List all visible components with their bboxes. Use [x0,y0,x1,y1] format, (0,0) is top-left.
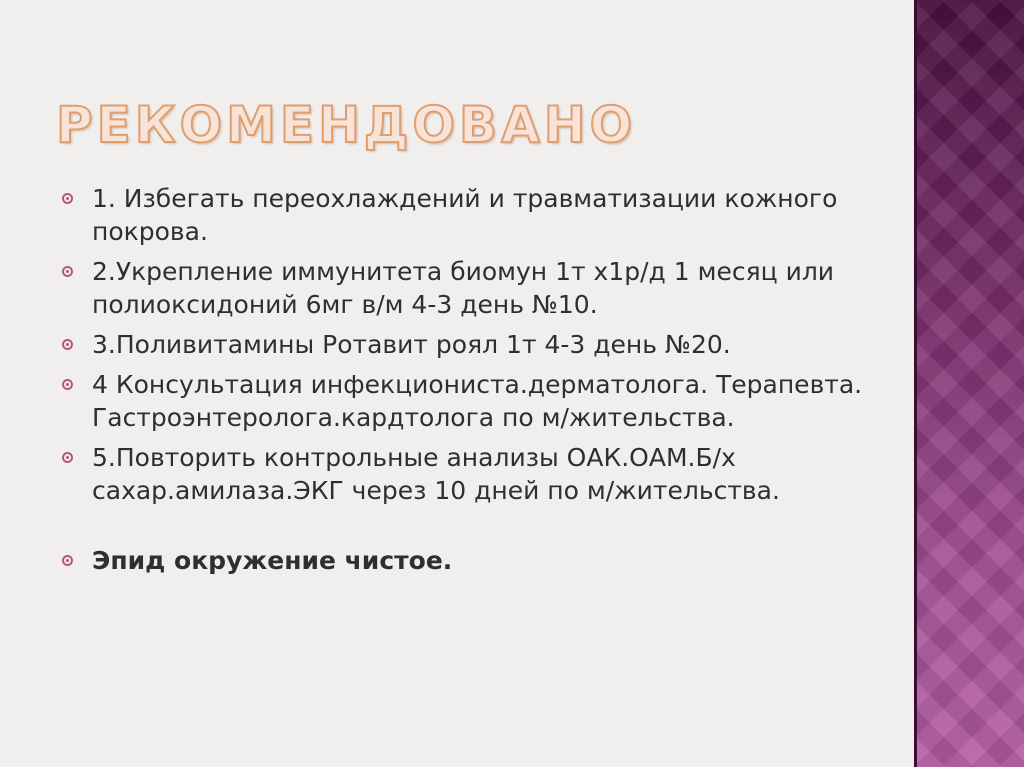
circle-bullet-icon [62,452,73,463]
list-item-text: 3.Поливитамины Ротавит роял 1т 4-3 день №20. [92,330,731,359]
list-item [62,328,882,361]
circle-bullet-icon [62,193,73,204]
circle-bullet-icon [62,379,73,390]
list-item [62,441,882,507]
list-item-conclusion [62,544,882,577]
decorative-side-band [914,0,1024,767]
circle-bullet-icon [62,555,73,566]
list-item-text: 4 Консультация инфекциониста.дерматолога. Терапевта. Гастроэнтеролога.кардтолога по м/жительства. [92,370,863,432]
circle-bullet-icon [62,339,73,350]
list-item [62,255,882,321]
slide-title: РЕКОМЕНДОВАНО [56,96,637,154]
list-item-text: 1. Избегать переохлаждений и травматизации кожного покрова. [92,184,838,246]
circle-bullet-icon [62,266,73,277]
list-item-text: Эпид окружение чистое. [92,546,453,575]
list-item [62,182,882,248]
list-item-text: 5.Повторить контрольные анализы ОАК.ОАМ.Б/х сахар.амилаза.ЭКГ через 10 дней по м/жительства. [92,443,780,505]
list-item [62,368,882,434]
recommendation-list [62,182,882,584]
list-item-text: 2.Укрепление иммунитета биомун 1т х1р/д 1 месяц или полиоксидоний 6мг в/м 4-3 день №10. [92,257,835,319]
